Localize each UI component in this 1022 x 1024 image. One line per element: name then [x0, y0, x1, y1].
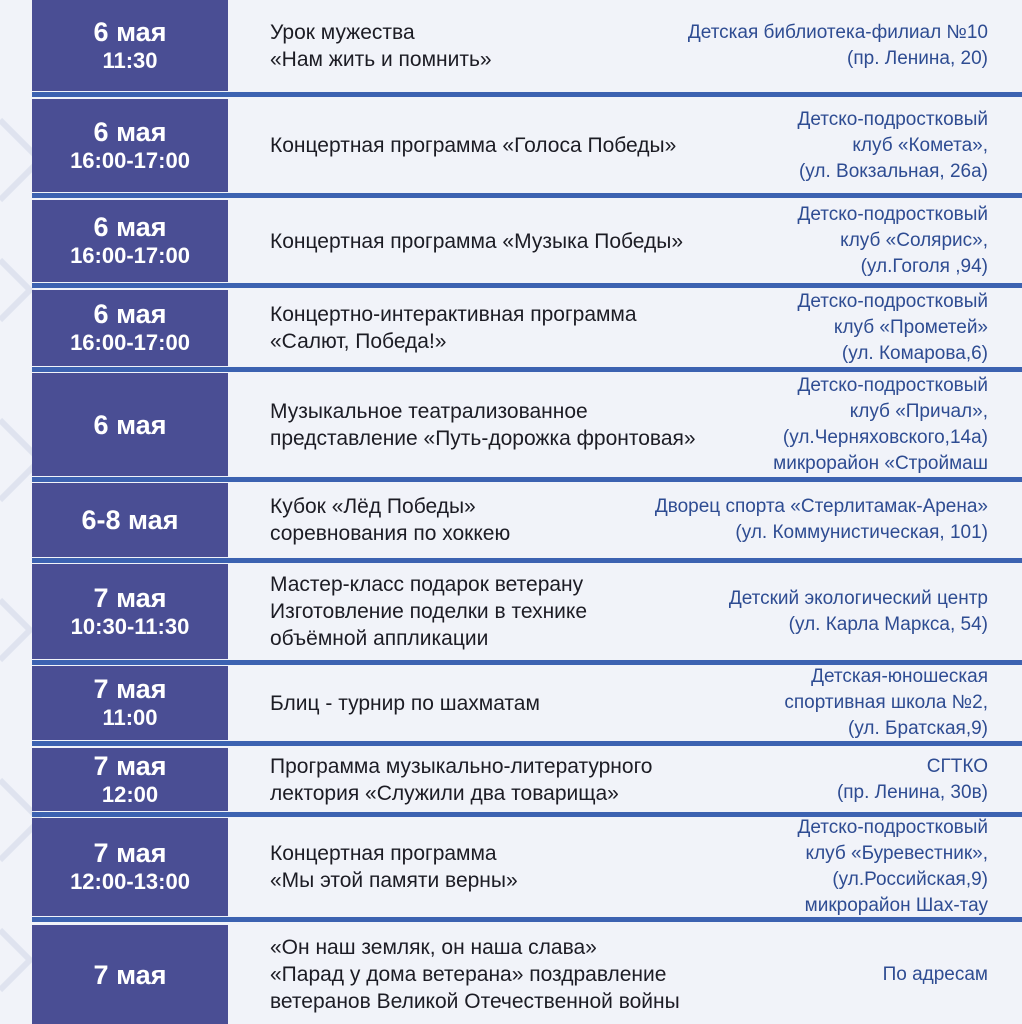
event-title-line: Блиц - турнир по шахматам	[270, 691, 540, 715]
event-title-line: Концертная программа «Голоса Победы»	[270, 134, 677, 157]
event-venue-line: Детская-юношеская	[811, 666, 988, 687]
schedule-row	[0, 666, 1022, 740]
event-venue-line: (ул. Карла Маркса, 54)	[788, 613, 988, 635]
event-venue-line: Детская библиотека-филиал №10	[687, 21, 988, 43]
event-venue	[558, 0, 988, 91]
event-venue-line: Детско-подростковый	[797, 291, 988, 312]
row-separator	[32, 558, 1022, 563]
schedule-row	[0, 290, 1022, 366]
event-date: 6-8 мая	[81, 505, 179, 535]
event-title-line: ветеранов Великой Отечественной войны	[270, 990, 680, 1013]
event-venue	[688, 748, 988, 811]
event-date: 7 мая	[93, 674, 167, 704]
schedule-row	[0, 748, 1022, 811]
row-separator	[32, 367, 1022, 372]
event-title-line: Концертная программа «Музыка Победы»	[270, 229, 684, 253]
event-venue-line: Дворец спорта «Стерлитамак-Арена»	[654, 496, 988, 517]
event-time: 16:00-17:00	[70, 330, 190, 355]
event-title-line: Кубок «Лёд Победы»	[270, 495, 476, 518]
event-venue-line: (пр. Ленина, 30в)	[836, 781, 988, 803]
schedule-row	[0, 373, 1022, 476]
event-title-line: Программа музыкально-литературного	[270, 754, 653, 778]
event-date: 6 мая	[93, 116, 167, 147]
event-venue-line: микрорайон «Строймаш	[773, 452, 988, 474]
event-venue-line: клуб «Комета»,	[852, 134, 988, 156]
event-venue	[558, 564, 988, 659]
date-cell	[32, 666, 228, 740]
event-venue	[688, 99, 988, 192]
event-date: 7 мая	[93, 959, 167, 990]
event-venue-line: спортивная школа №2,	[784, 692, 988, 713]
date-cell	[32, 373, 228, 476]
row-separator	[32, 917, 1022, 922]
event-venue-line: Детский экологический центр	[728, 587, 988, 609]
date-cell	[32, 200, 228, 282]
event-venue-line: (ул.Черняховского,14а)	[782, 426, 988, 448]
event-title-line: объёмной аппликации	[270, 627, 489, 650]
event-title-line: Урок мужества	[270, 20, 415, 44]
row-separator	[32, 283, 1022, 288]
event-venue-line: Детско-подростковый	[797, 204, 988, 225]
event-title-line: лектория «Служили два товарища»	[270, 781, 619, 805]
date-cell	[32, 925, 228, 1024]
schedule-row	[0, 925, 1022, 1024]
event-time: 11:00	[102, 705, 158, 730]
schedule-row	[0, 564, 1022, 659]
date-cell	[32, 483, 228, 557]
row-separator	[32, 741, 1022, 746]
date-cell	[32, 0, 228, 91]
event-title-line: Музыкальное театрализованное	[270, 399, 588, 423]
event-title-line: «Парад у дома ветерана» поздравление	[270, 963, 667, 986]
date-cell	[32, 564, 228, 659]
event-venue-line: клуб «Прометей»	[833, 317, 988, 338]
date-cell	[32, 99, 228, 192]
event-venue-line: Детско-подростковый	[797, 374, 988, 396]
event-date: 6 мая	[93, 409, 167, 440]
event-time: 16:00-17:00	[70, 243, 190, 268]
event-venue	[558, 483, 988, 557]
row-separator	[32, 193, 1022, 198]
schedule-row	[0, 0, 1022, 91]
event-venue-line: (ул. Вокзальная, 26а)	[798, 160, 988, 182]
event-venue-line: Детско-подростковый	[797, 817, 988, 838]
event-title-line: «Салют, Победа!»	[270, 330, 447, 353]
date-cell	[32, 748, 228, 811]
event-date: 6 мая	[93, 16, 167, 47]
schedule-row	[0, 99, 1022, 192]
event-date: 7 мая	[93, 838, 167, 868]
event-venue	[688, 666, 988, 740]
row-separator	[32, 477, 1022, 482]
event-venue-line: микрорайон Шах-тау	[804, 895, 988, 916]
schedule-row	[0, 483, 1022, 557]
event-date: 6 мая	[93, 212, 167, 242]
event-time: 11:30	[102, 47, 158, 73]
row-separator	[32, 92, 1022, 97]
event-title-line: Концертная программа	[270, 842, 497, 865]
event-title-line: Мастер-класс подарок ветерану	[270, 573, 584, 596]
event-venue-line: клуб «Причал»,	[849, 400, 988, 422]
event-venue-line: (пр. Ленина, 20)	[847, 47, 988, 69]
schedule-row	[0, 818, 1022, 916]
event-time: 10:30-11:30	[70, 613, 190, 639]
event-venue-line: СГТКО	[926, 755, 988, 777]
event-title-line: Изготовление поделки в технике	[270, 600, 587, 623]
event-time: 12:00-13:00	[70, 869, 190, 894]
date-cell	[32, 290, 228, 366]
event-time: 16:00-17:00	[70, 147, 190, 173]
event-date: 7 мая	[93, 750, 167, 781]
event-venue-line: По адресам	[882, 963, 988, 985]
event-venue-line: (ул.Российская,9)	[832, 869, 988, 890]
event-title-line: представление «Путь-дорожка фронтовая»	[270, 426, 696, 450]
event-venue-line: Детско-подростковый	[797, 108, 988, 130]
event-venue	[688, 200, 988, 282]
event-venue-line: (ул.Гоголя ,94)	[860, 256, 988, 277]
event-title-line: «Нам жить и помнить»	[270, 47, 492, 71]
schedule-row	[0, 200, 1022, 282]
event-venue-line: (ул. Братская,9)	[848, 718, 988, 739]
event-time: 12:00	[101, 781, 159, 807]
event-title-line: «Он наш земляк, он наша слава»	[270, 936, 597, 959]
event-date: 7 мая	[93, 582, 167, 613]
event-venue-line: (ул. Комарова,6)	[841, 343, 988, 364]
event-venue	[688, 818, 988, 916]
event-venue-line: клуб «Буревестник»,	[805, 843, 988, 864]
event-venue-line: (ул. Коммунистическая, 101)	[735, 522, 988, 543]
date-cell	[32, 818, 228, 916]
event-venue	[688, 373, 988, 476]
event-venue	[688, 925, 988, 1024]
event-venue-line: клуб «Солярис»,	[840, 230, 988, 251]
event-title-line: Концертно-интерактивная программа	[270, 303, 637, 326]
event-title-line: «Мы этой памяти верны»	[270, 869, 518, 892]
event-title-line: соревнования по хоккею	[270, 522, 511, 545]
event-date: 6 мая	[93, 299, 167, 329]
event-venue	[688, 290, 988, 366]
